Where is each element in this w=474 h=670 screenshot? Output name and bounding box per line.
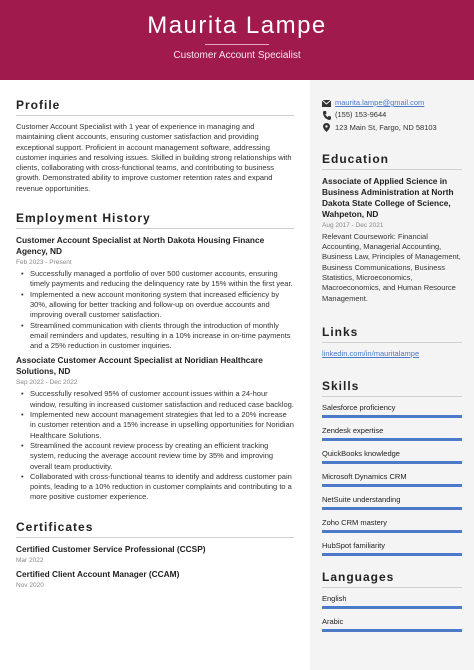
job-date: Feb 2023 - Present <box>16 259 72 267</box>
list-item: • Successfully managed a portfolio of over 500 customer accounts, ensuring timely payments and reducing the delinquency rate by 15% within the first year. <box>16 269 294 290</box>
section-divider <box>322 169 462 170</box>
level-bar-fill <box>322 507 462 510</box>
languages-list <box>322 594 462 632</box>
section-heading: Languages <box>322 570 395 585</box>
section-divider <box>322 342 462 343</box>
section-divider <box>322 396 462 397</box>
level-bar-fill <box>322 484 462 487</box>
section-heading: Education <box>322 151 390 166</box>
level-bar-fill <box>322 553 462 556</box>
section-heading: Links <box>322 324 359 339</box>
level-bar <box>322 606 462 609</box>
list-item: • Implemented a new account monitoring system that increased efficiency by 30%, allowing for better tracking and follow-up on overdue accounts and improving overall customer satisfaction. <box>16 290 294 321</box>
phone-number: (155) 153-9644 <box>335 110 387 120</box>
level-label: QuickBooks knowledge <box>322 449 400 459</box>
main-column <box>16 98 294 592</box>
languages-section <box>322 570 462 632</box>
contact-email-row <box>322 97 462 109</box>
level-label: Arabic <box>322 617 344 627</box>
section-divider <box>16 537 294 538</box>
certificates-section <box>16 520 294 590</box>
phone-icon <box>322 111 331 120</box>
skills-list <box>322 403 462 556</box>
level-bar <box>322 438 462 441</box>
list-item: • Streamlined the account review process by creating an efficient tracking system, reducing the average account review time by 35% and improving overall team productivity. <box>16 441 294 472</box>
address: 123 Main St, Fargo, ND 58103 <box>335 122 437 132</box>
candidate-title: Customer Account Specialist <box>173 50 301 61</box>
section-divider <box>16 228 294 229</box>
level-bar-fill <box>322 606 462 609</box>
level-label: Microsoft Dynamics CRM <box>322 472 407 482</box>
level-label: Salesforce proficiency <box>322 403 396 413</box>
degree-title: Associate of Applied Science in Business Administration at North Dakota State College of Science, Wahpeton, ND <box>322 175 454 219</box>
profile-section <box>16 98 294 194</box>
level-bar <box>322 461 462 464</box>
envelope-icon <box>322 99 331 108</box>
sidebar-column <box>322 97 462 640</box>
section-heading: Certificates <box>16 519 94 534</box>
level-label: Zoho CRM mastery <box>322 518 388 528</box>
section-divider <box>16 115 294 116</box>
job-date: Sep 2022 - Dec 2022 <box>16 379 78 387</box>
contact-info <box>322 97 462 134</box>
section-heading: Employment History <box>16 211 151 226</box>
job-title: Customer Account Specialist at North Dakota Housing Finance Agency, ND <box>16 235 265 257</box>
skills-section <box>322 379 462 556</box>
level-label: Zendesk expertise <box>322 426 384 436</box>
education-section <box>322 152 462 304</box>
certificate-date: Nov 2020 <box>16 581 44 589</box>
level-bar-fill <box>322 415 462 418</box>
candidate-name: Maurita Lampe <box>147 12 327 39</box>
section-heading: Profile <box>16 98 61 112</box>
coursework-text: Relevant Coursework: Financial Accounting, Managerial Accounting, Business Law, Principles of Management, Business Communications, Business Statistics, Microeconomics, Macroeconomics, and Human Resource Management. <box>322 231 461 303</box>
level-bar <box>322 484 462 487</box>
certificate-date: Mar 2022 <box>16 556 44 564</box>
list-item: • Streamlined communication with clients through the introduction of monthly email reminders and updates, resulting in a 10% increase in on-time payments and a 25% reduction in customer inquiries. <box>16 321 294 352</box>
linkedin-link[interactable]: linkedin.com/in/mauritalampe <box>322 348 420 358</box>
job-entry <box>16 355 294 502</box>
job-bullets <box>16 269 294 351</box>
employment-section <box>16 211 294 503</box>
level-bar <box>322 553 462 556</box>
job-bullets <box>16 389 294 502</box>
level-label: NetSuite understanding <box>322 495 401 505</box>
location-pin-icon <box>322 123 331 132</box>
email-link[interactable]: maurita.lampe@gmail.com <box>335 98 425 107</box>
profile-text: Customer Account Specialist with 1 year of experience in managing and maintaining client accounts, ensuring customer satisfaction and providing exceptional support. Proficient in account management software, addressing customer inquiries and resolving issues. Skilled in building strong relationships with clients, collaborating with cross-functional teams, and contributing to business growth. Demonstrated ability to improve customer retention rates and expand revenue opportunities. <box>16 122 292 193</box>
level-bar-fill <box>322 461 462 464</box>
level-bar-fill <box>322 629 462 632</box>
level-bar <box>322 507 462 510</box>
level-bar <box>322 415 462 418</box>
certificate-name: Certified Customer Service Professional (CCSP) <box>16 543 206 554</box>
level-label: HubSpot familiarity <box>322 541 385 551</box>
education-date: Aug 2017 - Dec 2021 <box>322 221 384 229</box>
header-divider <box>205 44 269 45</box>
list-item: • Implemented new account management strategies that led to a 20% increase in customer retention and a 15% increase in upselling opportunities for Noridian Healthcare Solutions. <box>16 410 294 441</box>
links-section <box>322 325 462 359</box>
level-bar <box>322 629 462 632</box>
level-bar-fill <box>322 530 462 533</box>
list-item: • Successfully resolved 95% of customer account issues within a 24-hour window, resulting in increased customer satisfaction and reduced case backlog. <box>16 389 294 410</box>
job-title: Associate Customer Account Specialist at Noridian Healthcare Solutions, ND <box>16 355 263 377</box>
job-entry <box>16 235 294 351</box>
level-label: English <box>322 594 347 604</box>
contact-address-row <box>322 122 462 134</box>
section-divider <box>322 587 462 588</box>
contact-phone-row <box>322 109 462 121</box>
level-bar <box>322 530 462 533</box>
level-bar-fill <box>322 438 462 441</box>
section-heading: Skills <box>322 379 360 394</box>
certificate-name: Certified Client Account Manager (CCAM) <box>16 568 180 579</box>
list-item: • Collaborated with cross-functional teams to identify and address customer pain points, leading to a 10% reduction in customer complaints and contributing to a more positive customer experience. <box>16 472 294 503</box>
resume-header <box>0 0 474 80</box>
